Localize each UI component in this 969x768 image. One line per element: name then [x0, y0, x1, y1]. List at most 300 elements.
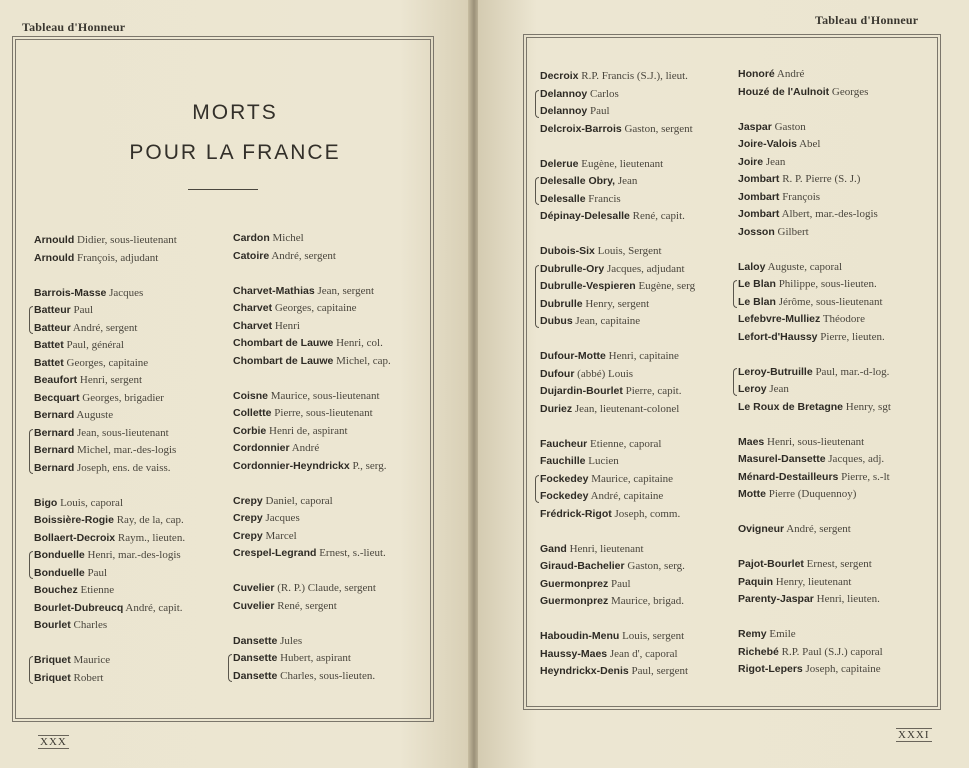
entry-details: Daniel, caporal — [262, 494, 333, 507]
entry-surname: Beaufort — [34, 374, 78, 386]
honor-entry — [540, 383, 738, 401]
entry-details: Pierre, sous-lieutenant — [271, 407, 373, 419]
family-brace — [29, 306, 33, 334]
entry-surname: Giraud-Bachelier — [540, 560, 625, 572]
entry-details: Henri, mar.-des-logis — [84, 549, 181, 561]
entry-surname: Faucheur — [540, 437, 588, 450]
entry-surname: Dansette — [233, 669, 278, 682]
family-brace — [535, 177, 539, 205]
entry-surname: Crespel-Legrand — [233, 547, 317, 559]
honor-entry — [233, 493, 431, 511]
entry-details: André, capit. — [123, 601, 183, 614]
honor-entry — [540, 506, 738, 524]
section-gap — [540, 418, 738, 436]
entry-surname: Le Blan — [738, 278, 776, 290]
entry-details: Jean — [766, 383, 789, 395]
honor-entry — [540, 191, 738, 209]
entry-details: Henry, sgt — [843, 400, 891, 413]
entry-surname: Dubrulle — [540, 297, 583, 310]
left-running-head: Tableau d'Honneur — [22, 20, 126, 34]
honor-entry — [233, 423, 431, 441]
entry-details: Maurice, capitaine — [588, 472, 674, 485]
entry-details: Eugène, serg — [635, 280, 696, 292]
family-brace — [29, 551, 33, 579]
entry-surname: Fauchille — [540, 455, 586, 467]
honor-entry — [738, 276, 934, 294]
honor-entry — [540, 541, 738, 559]
entry-surname: Cuvelier — [233, 582, 275, 594]
entry-surname: Dufour — [540, 367, 575, 380]
entry-details: René, sergent — [274, 599, 337, 612]
honor-entry — [738, 311, 934, 329]
section-gap — [738, 101, 934, 119]
entry-surname: Decroix — [540, 70, 579, 82]
entry-surname: Dujardin-Bourlet — [540, 385, 623, 397]
entry-surname: Crepy — [233, 494, 263, 507]
honor-entry — [233, 633, 431, 651]
entry-surname: Dufour-Motte — [540, 350, 606, 362]
entry-details: André, sergent — [70, 321, 138, 334]
honor-entry — [738, 574, 934, 592]
honor-entry — [34, 460, 234, 478]
entry-details: Ernest, s.-lieut. — [316, 547, 386, 559]
honor-entry — [233, 440, 431, 458]
section-gap — [738, 416, 934, 434]
entry-details: Paul, sergent — [628, 665, 689, 677]
entry-details: Ray, de la, cap. — [113, 514, 184, 526]
entry-surname: Chombart de Lauwe — [233, 354, 334, 367]
entry-surname: Guermonprez — [540, 595, 609, 607]
title-line-2: POUR LA FRANCE — [129, 141, 341, 164]
family-brace — [29, 429, 33, 475]
entry-details: Gaston, serg. — [624, 560, 685, 572]
entry-details: Henri, sous-lieutenant — [764, 435, 865, 448]
section-gap — [738, 241, 934, 259]
entry-surname: Cordonnier-Heyndrickx — [233, 459, 350, 472]
entry-surname: Bigo — [34, 496, 58, 509]
honor-entry — [233, 318, 431, 336]
honor-entry — [34, 582, 234, 600]
entry-details: François, adjudant — [74, 251, 159, 264]
entry-surname: Bollaert-Decroix — [34, 531, 116, 544]
entry-surname: Motte — [738, 488, 766, 500]
entry-details: Louis, caporal — [57, 496, 124, 509]
entry-surname: Guermonprez — [540, 577, 609, 590]
entry-details: Gilbert — [774, 225, 809, 238]
entry-surname: Dubrulle-Ory — [540, 262, 605, 275]
section-gap — [540, 611, 738, 629]
entry-details: Marcel — [262, 529, 297, 542]
entry-details: André, sergent — [784, 523, 851, 535]
honor-entry — [233, 668, 431, 686]
entry-details: Jean — [615, 175, 638, 187]
entry-details: Paul — [608, 577, 631, 590]
entry-surname: Pajot-Bourlet — [738, 558, 804, 570]
honor-entry — [233, 248, 431, 266]
right-page — [478, 0, 969, 768]
entry-details: Pierre, capit. — [622, 385, 682, 397]
entry-details: Etienne — [77, 584, 115, 596]
section-gap — [540, 226, 738, 244]
honor-entry — [540, 488, 738, 506]
entry-surname: Jombart — [738, 190, 780, 203]
entry-surname: Delannoy — [540, 105, 588, 117]
honor-entry — [738, 189, 934, 207]
honor-entry — [738, 171, 934, 189]
entry-details: Jacques — [262, 512, 300, 524]
entry-details: Théodore — [820, 313, 865, 325]
honor-entry — [233, 510, 431, 528]
honor-entry — [738, 399, 934, 417]
entry-surname: Le Blan — [738, 295, 776, 308]
entry-details: Joseph, ens. de vaiss. — [74, 461, 171, 474]
entry-details: Ernest, sergent — [803, 558, 872, 570]
entry-details: Henri, capitaine — [605, 350, 679, 362]
right-running-head: Tableau d'Honneur — [815, 13, 919, 27]
honor-entry — [738, 451, 934, 469]
family-brace — [535, 475, 539, 503]
entry-details: Jean, capitaine — [572, 315, 641, 327]
entry-details: Michel, cap. — [333, 354, 391, 367]
entry-surname: Fockedey — [540, 472, 589, 485]
entry-surname: Delerue — [540, 157, 579, 170]
entry-details: Henry, lieutenant — [773, 575, 852, 588]
entry-surname: Chombart de Lauwe — [233, 337, 334, 349]
entry-details: François — [779, 190, 821, 203]
honor-entry — [738, 154, 934, 172]
entry-surname: Lefebvre-Mulliez — [738, 313, 821, 325]
entry-surname: Josson — [738, 225, 775, 238]
family-brace — [535, 265, 539, 328]
honor-entry — [34, 495, 234, 513]
entry-details: Georges, capitaine — [63, 356, 149, 369]
entry-details: Gaston — [771, 120, 806, 133]
entry-surname: Bernard — [34, 444, 75, 456]
entry-surname: Batteur — [34, 304, 71, 316]
entry-surname: Arnould — [34, 251, 75, 264]
entry-surname: Dubrulle-Vespieren — [540, 280, 636, 292]
honor-entry — [34, 337, 234, 355]
entry-details: R.P. Francis (S.J.), lieut. — [578, 70, 688, 82]
entry-details: Jean, sous-lieutenant — [74, 426, 169, 439]
entry-details: Paul, mar.-d-log. — [812, 365, 890, 378]
left-page-number: XXX — [40, 736, 67, 748]
honor-entry — [540, 208, 738, 226]
left-column-1 — [34, 232, 234, 687]
entry-surname: Joire-Valois — [738, 138, 797, 150]
entry-details: Albert, mar.-des-logis — [779, 208, 878, 220]
honor-entry — [233, 650, 431, 668]
honor-entry — [540, 436, 738, 454]
entry-details: Jérôme, sous-lieutenant — [775, 295, 883, 308]
entry-details: Robert — [70, 671, 104, 684]
entry-details: R. P. Pierre (S. J.) — [779, 173, 861, 185]
honor-entry — [738, 469, 934, 487]
entry-details: Paul — [70, 304, 94, 316]
honor-entry — [738, 434, 934, 452]
entry-details: Maurice — [70, 654, 111, 666]
right-page-number: XXXI — [898, 729, 930, 741]
entry-surname: Catoire — [233, 249, 270, 262]
honor-entry — [233, 388, 431, 406]
honor-entry — [738, 119, 934, 137]
entry-details: Louis, Sergent — [594, 245, 662, 257]
entry-details: Georges, capitaine — [272, 302, 357, 314]
entry-surname: Dansette — [233, 634, 278, 647]
honor-entry — [540, 401, 738, 419]
entry-details: (abbé) Louis — [574, 367, 634, 380]
entry-surname: Delesalle Obry, — [540, 175, 616, 187]
honor-entry — [34, 512, 234, 530]
entry-details: Eugène, lieutenant — [578, 157, 664, 170]
honor-entry — [540, 121, 738, 139]
entry-surname: Collette — [233, 407, 272, 419]
family-brace — [733, 280, 737, 308]
title-line-1: MORTS — [192, 101, 278, 124]
entry-details: Gaston, sergent — [621, 122, 693, 135]
honor-entry — [738, 381, 934, 399]
honor-entry — [233, 353, 431, 371]
family-brace — [29, 656, 33, 684]
honor-entry — [738, 591, 934, 609]
section-gap — [233, 370, 431, 388]
entry-details: Henri, lieutenant — [566, 542, 644, 555]
entry-details: Etienne, caporal — [587, 437, 662, 450]
entry-details: Abel — [796, 138, 821, 150]
entry-details: Paul, général — [63, 339, 124, 351]
entry-details: Didier, sous-lieutenant — [74, 234, 177, 246]
honor-entry — [34, 442, 234, 460]
honor-entry — [34, 547, 234, 565]
honor-entry — [233, 458, 431, 476]
honor-entry — [738, 66, 934, 84]
honor-entry — [233, 283, 431, 301]
entry-details: André, capitaine — [588, 490, 664, 502]
honor-entry — [540, 366, 738, 384]
entry-details: Paul — [587, 105, 610, 117]
section-gap — [34, 267, 234, 285]
section-gap — [738, 539, 934, 557]
entry-surname: Honoré — [738, 68, 775, 80]
entry-surname: Cuvelier — [233, 599, 275, 612]
section-gap — [540, 138, 738, 156]
entry-details: Charles — [70, 619, 108, 631]
honor-entry — [540, 558, 738, 576]
honor-entry — [738, 644, 934, 662]
entry-surname: Leroy — [738, 383, 767, 395]
entry-details: André — [774, 68, 805, 80]
entry-details: Maurice, brigad. — [608, 595, 685, 607]
entry-surname: Houzé de l'Aulnoit — [738, 85, 830, 98]
entry-details: Joseph, capitaine — [802, 663, 881, 675]
honor-entry — [34, 565, 234, 583]
honor-entry — [540, 261, 738, 279]
entry-details: Francis — [585, 192, 621, 205]
entry-surname: Joire — [738, 155, 764, 168]
entry-surname: Lefort-d'Haussy — [738, 330, 818, 343]
entry-surname: Cardon — [233, 232, 270, 244]
entry-details: Henri, col. — [333, 337, 383, 349]
entry-surname: Cordonnier — [233, 442, 290, 454]
honor-entry — [233, 545, 431, 563]
family-brace — [228, 654, 232, 682]
entry-details: Pierre, s.-lt — [838, 470, 890, 483]
entry-details: Jacques, adj. — [825, 453, 885, 465]
section-gap — [738, 504, 934, 522]
section-gap — [233, 265, 431, 283]
entry-surname: Frédrick-Rigot — [540, 507, 612, 520]
entry-surname: Duriez — [540, 402, 573, 415]
honor-entry — [738, 556, 934, 574]
honor-entry — [738, 224, 934, 242]
honor-entry — [540, 348, 738, 366]
entry-surname: Crepy — [233, 512, 263, 524]
entry-details: R.P. Paul (S.J.) caporal — [778, 645, 883, 658]
entry-details: Henri, lieuten. — [813, 593, 880, 605]
section-gap — [738, 609, 934, 627]
section-gap — [34, 477, 234, 495]
entry-details: Maurice, sous-lieutenant — [268, 389, 380, 402]
entry-surname: Delcroix-Barrois — [540, 122, 622, 135]
honor-entry — [233, 580, 431, 598]
honor-entry — [738, 136, 934, 154]
entry-surname: Delannoy — [540, 87, 588, 100]
entry-surname: Bouchez — [34, 584, 78, 596]
section-gap — [233, 563, 431, 581]
entry-surname: Laloy — [738, 260, 766, 273]
entry-details: Michel, mar.-des-logis — [74, 444, 177, 456]
honor-entry — [233, 230, 431, 248]
honor-entry — [738, 626, 934, 644]
honor-entry — [34, 372, 234, 390]
entry-surname: Parenty-Jaspar — [738, 593, 814, 605]
entry-details: Jean — [763, 155, 786, 168]
honor-entry — [540, 313, 738, 331]
entry-details: Pierre (Duquennoy) — [766, 488, 857, 500]
entry-details: Henri de, aspirant — [266, 424, 348, 437]
honor-entry — [540, 243, 738, 261]
entry-surname: Coisne — [233, 389, 269, 402]
entry-surname: Bernard — [34, 409, 75, 421]
entry-surname: Maes — [738, 435, 765, 448]
honor-entry — [34, 670, 234, 688]
honor-entry — [738, 661, 934, 679]
entry-details: Pierre, lieuten. — [817, 330, 885, 343]
entry-surname: Jaspar — [738, 120, 772, 133]
entry-details: Henri — [272, 319, 300, 332]
entry-surname: Briquet — [34, 654, 71, 666]
entry-surname: Richebé — [738, 645, 779, 658]
honor-entry — [540, 103, 738, 121]
entry-details: Henry, sergent — [582, 297, 650, 310]
entry-surname: Dépinay-Delesalle — [540, 210, 630, 222]
entry-surname: Briquet — [34, 671, 71, 684]
entry-surname: Bonduelle — [34, 566, 85, 579]
left-page — [0, 0, 470, 768]
entry-surname: Battet — [34, 356, 64, 369]
honor-entry — [34, 652, 234, 670]
entry-surname: Ovigneur — [738, 523, 785, 535]
honor-entry — [34, 232, 234, 250]
entry-details: (R. P.) Claude, sergent — [274, 582, 376, 594]
honor-entry — [540, 593, 738, 611]
honor-entry — [34, 390, 234, 408]
family-brace — [733, 368, 737, 396]
entry-details: André — [289, 442, 320, 454]
section-gap — [540, 523, 738, 541]
honor-entry — [233, 300, 431, 318]
entry-surname: Bourlet-Dubreucq — [34, 601, 124, 614]
entry-surname: Battet — [34, 339, 64, 351]
entry-details: Michel — [269, 232, 304, 244]
honor-entry — [34, 617, 234, 635]
entry-surname: Batteur — [34, 321, 71, 334]
entry-surname: Haussy-Maes — [540, 647, 608, 660]
honor-entry — [738, 364, 934, 382]
section-gap — [540, 331, 738, 349]
honor-entry — [738, 486, 934, 504]
entry-surname: Dansette — [233, 652, 278, 664]
honor-entry — [540, 278, 738, 296]
honor-entry — [738, 259, 934, 277]
entry-details: Georges — [829, 85, 869, 98]
right-column-2 — [738, 66, 934, 679]
entry-details: Paul — [84, 566, 108, 579]
section-gap — [233, 615, 431, 633]
entry-details: Lucien — [585, 455, 619, 467]
entry-surname: Masurel-Dansette — [738, 453, 826, 465]
honor-entry — [540, 68, 738, 86]
entry-surname: Dubois-Six — [540, 245, 595, 257]
entry-surname: Bernard — [34, 426, 75, 439]
honor-entry — [233, 405, 431, 423]
entry-surname: Ménard-Destailleurs — [738, 470, 839, 483]
honor-entry — [34, 285, 234, 303]
entry-surname: Corbie — [233, 424, 267, 437]
entry-surname: Bernard — [34, 461, 75, 474]
entry-surname: Leroy-Butruille — [738, 365, 813, 378]
honor-entry — [540, 173, 738, 191]
honor-entry — [540, 471, 738, 489]
section-gap — [233, 475, 431, 493]
honor-entry — [34, 250, 234, 268]
entry-details: Auguste — [74, 409, 114, 421]
entry-surname: Le Roux de Bretagne — [738, 400, 844, 413]
entry-details: Emile — [766, 628, 796, 640]
honor-entry — [738, 84, 934, 102]
honor-entry — [34, 302, 234, 320]
entry-details: Jacques — [106, 286, 144, 299]
entry-details: P., serg. — [349, 459, 387, 472]
honor-entry — [540, 628, 738, 646]
entry-surname: Dubus — [540, 315, 573, 327]
family-brace — [535, 90, 539, 118]
section-gap — [34, 635, 234, 653]
entry-details: Jules — [277, 634, 303, 647]
entry-surname: Heyndrickx-Denis — [540, 665, 629, 677]
honor-entry — [233, 528, 431, 546]
honor-entry — [34, 530, 234, 548]
entry-details: Jean, lieutenant-colonel — [572, 402, 680, 415]
honor-entry — [233, 598, 431, 616]
entry-details: Georges, brigadier — [79, 391, 164, 404]
entry-surname: Delesalle — [540, 192, 586, 205]
title-rule — [188, 189, 258, 190]
honor-entry — [34, 320, 234, 338]
entry-details: Raym., lieuten. — [115, 531, 186, 544]
honor-entry — [540, 646, 738, 664]
entry-details: Carlos — [587, 87, 619, 100]
